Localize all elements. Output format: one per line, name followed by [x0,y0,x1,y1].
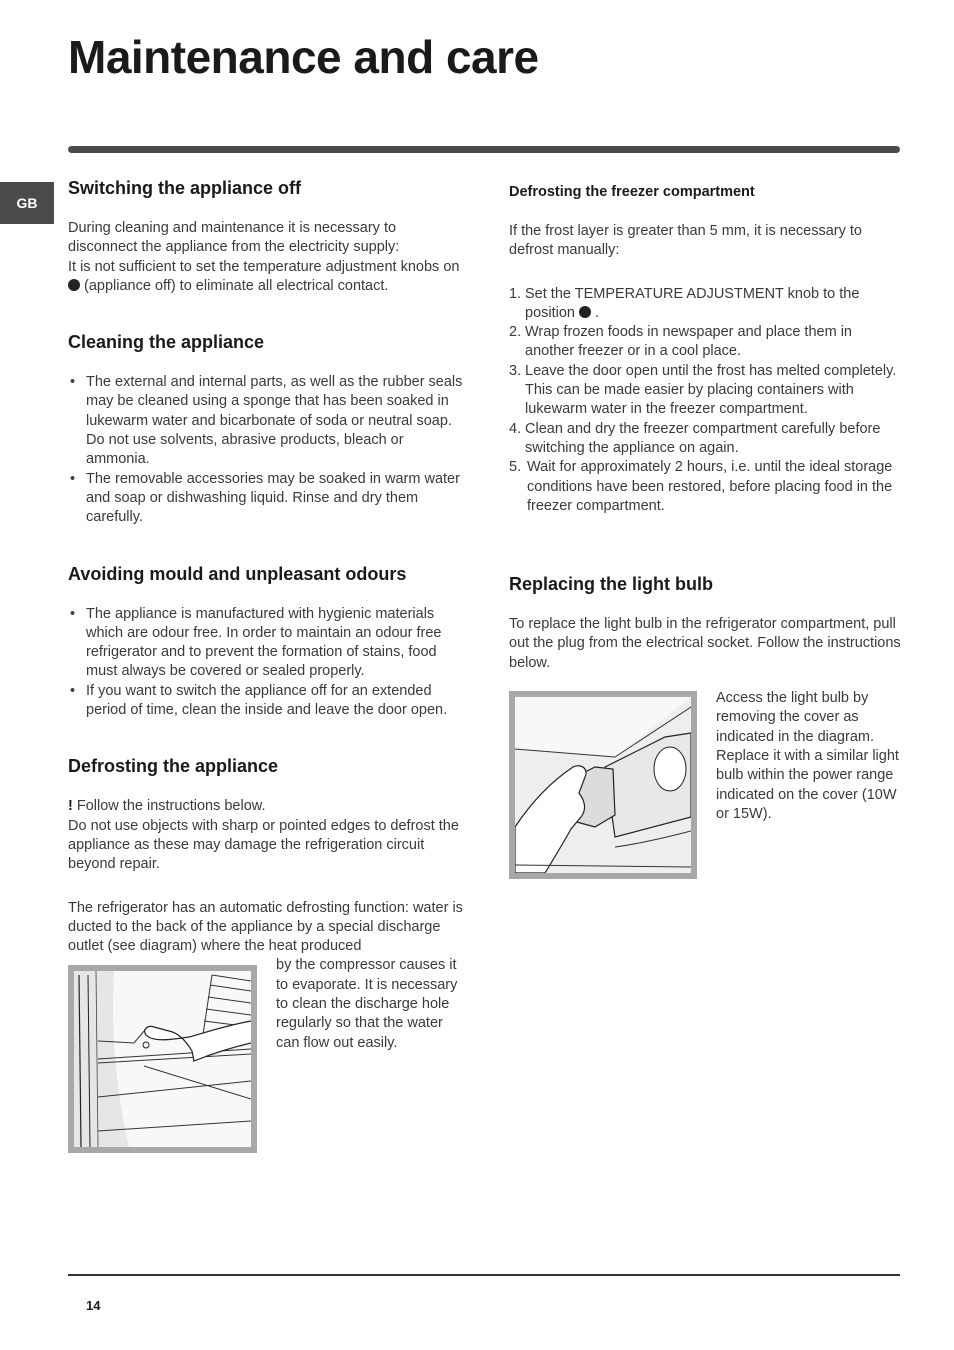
defrosting-figure-row [68,956,463,1153]
heading-defrosting: Defrosting the appliance [68,756,279,777]
step-text-end: . [595,304,600,321]
left-column [68,178,463,1153]
bottom-divider [68,1274,900,1276]
mould-list [68,605,463,721]
defrosting-warning [68,797,463,816]
list-item [509,285,901,324]
heading-freezer-defrost: Defrosting the freezer compartment [509,184,755,200]
light-bulb-intro: To replace the light bulb in the refrigerator compartment, pull out the plug from the electrical socket. Follow the instructions below. [509,616,901,671]
list-item [509,420,901,459]
light-bulb-caption: Access the light bulb by removing the cover as indicated in the diagram. Replace it with a similar light bulb within the power range indicated on the cover (10W or 15W). [716,690,899,822]
step-number: 3. [509,362,522,379]
defrosting-warning-text: Follow the instructions below. [76,798,266,815]
right-column [509,178,901,879]
list-item [509,323,901,362]
section-switching-off [68,178,463,296]
section-light-bulb [509,574,901,879]
switching-off-para2-after: (appliance off) to eliminate all electrical contact. [84,277,389,294]
switching-off-para1: During cleaning and maintenance it is necessary to disconnect the appliance from the electricity supply: [68,220,400,256]
step-number: 2. [509,324,522,341]
defrosting-para2: The refrigerator has an automatic defrosting function: water is ducted to the back of the appliance by a special discharge outlet (see diagram) where the heat produced [68,899,463,955]
list-item: • If you want to switch the appliance off for an extended period of time, clean the inside and leave the door open. [68,682,463,721]
light-bulb-diagram [509,691,697,879]
list-item: • The removable accessories may be soaked in warm water and soap or dishwashing liquid. Rinse and dry them carefully. [68,470,463,528]
defrosting-para1: Do not use objects with sharp or pointed edges to defrost the appliance as these may damage the refrigeration circuit beyond repair. [68,817,459,873]
list-item: • The appliance is manufactured with hygienic materials which are odour free. In order to maintain an odour free refrigerator and to prevent the formation of stains, food must always be covered or sealed properly. [68,605,463,682]
section-cleaning [68,332,463,527]
heading-cleaning: Cleaning the appliance [68,332,265,353]
heading-switching-off: Switching the appliance off [68,178,302,198]
switching-off-para2 [68,258,463,297]
light-bulb-illustration [515,697,691,873]
freezer-defrost-intro: If the frost layer is greater than 5 mm, it is necessary to defrost manually: [509,223,862,259]
step-text: Leave the door open until the frost has melted completely. This can be made easier by placing containers with lukewarm water in the freezer compartment. [525,362,897,418]
step-text: Wrap frozen foods in newspaper and place them in another freezer or in a cool place. [525,324,852,360]
filled-circle-icon [579,306,591,318]
step-number: 5. [509,459,522,476]
page-number: 14 [86,1298,101,1313]
section-defrosting [68,756,463,1153]
filled-circle-icon [68,279,80,291]
step-number: 4. [509,420,522,437]
light-bulb-figure-row [509,689,901,879]
heading-light-bulb: Replacing the light bulb [509,574,713,595]
heading-mould: Avoiding mould and unpleasant odours [68,563,407,584]
defrosting-para2-cont: by the compressor causes it to evaporate. It is necessary to clean the discharge hole regularly so that the water can flow out easily. [276,957,458,1051]
top-divider [68,146,900,153]
step-text: Set the TEMPERATURE ADJUSTMENT knob to the position [525,285,860,321]
step-text: Wait for approximately 2 hours, i.e. until the ideal storage conditions have been restored, before placing food in the freezer compartment. [527,459,893,514]
cleaning-list [68,373,463,527]
language-tab: GB [0,182,54,224]
step-number: 1. [509,285,522,302]
list-item [509,362,901,420]
warning-icon: ! [68,798,73,815]
freezer-defrost-steps [509,285,901,517]
step-text: Clean and dry the freezer compartment carefully before switching the appliance on again. [525,420,881,456]
page-title: Maintenance and care [68,31,539,83]
switching-off-para2-before: It is not sufficient to set the temperature adjustment knobs on [68,258,460,275]
discharge-outlet-illustration [74,971,251,1147]
discharge-outlet-diagram [68,965,257,1153]
section-mould [68,564,463,721]
list-item: • The external and internal parts, as well as the rubber seals may be cleaned using a sponge that has been soaked in lukewarm water and bicarbonate of soda or neutral soap. Do not use solvents, abrasive products, bleach or ammonia. [68,373,463,469]
section-freezer-defrost [509,178,901,516]
list-item [509,458,901,516]
